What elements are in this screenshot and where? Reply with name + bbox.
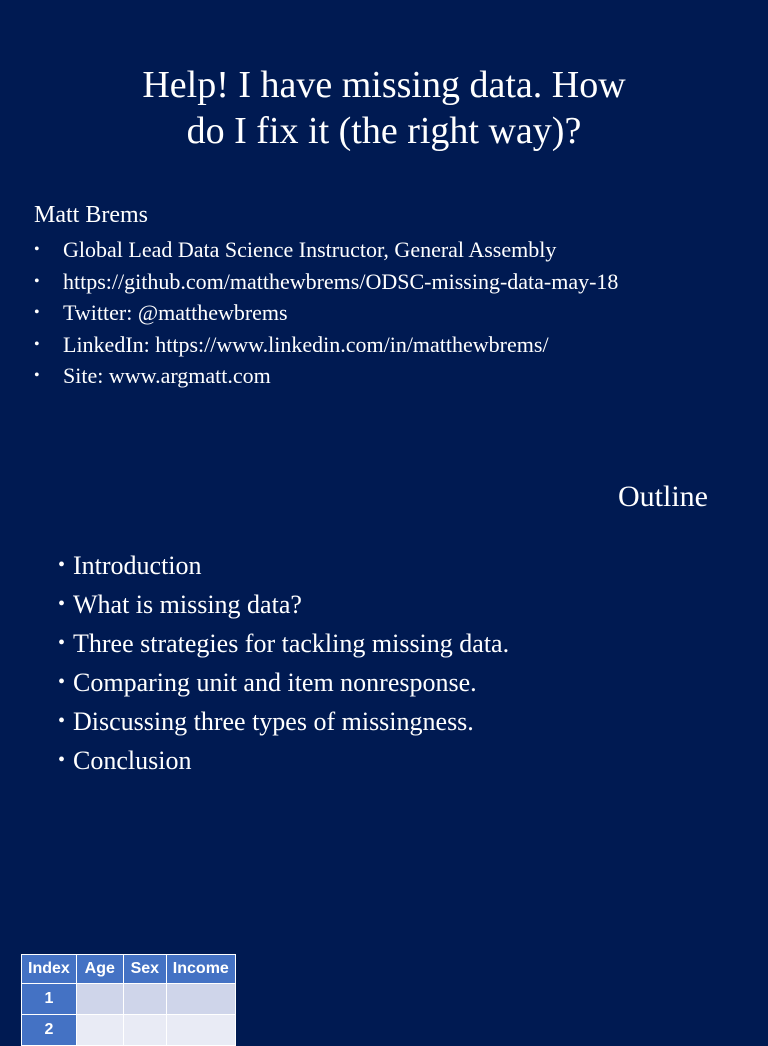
- table-cell-index: 2: [22, 1015, 77, 1046]
- table-header-index: Index: [22, 955, 77, 984]
- outline-title: Outline: [618, 480, 708, 513]
- outline-item-label: Discussing three types of missingness.: [73, 707, 474, 736]
- bullet-icon: •: [58, 593, 66, 615]
- table-cell-income: [166, 1015, 235, 1046]
- author-detail-item: [34, 297, 618, 329]
- outline-item-label: Comparing unit and item nonresponse.: [73, 668, 477, 697]
- bullet-icon: •: [58, 554, 66, 576]
- table-cell-sex: [123, 1015, 166, 1046]
- bullet-icon: •: [58, 632, 66, 654]
- outline-item: [58, 585, 509, 624]
- slide-title-line-1: Help! I have missing data. How: [142, 64, 626, 106]
- outline-item: [58, 624, 509, 663]
- author-detail-site: Site: www.argmatt.com: [63, 363, 271, 388]
- author-detail-role: Global Lead Data Science Instructor, General Assembly: [63, 237, 557, 262]
- author-detail-github: https://github.com/matthewbrems/ODSC-missing-data-may-18: [63, 268, 619, 294]
- author-detail-item: [34, 266, 618, 298]
- table-cell-sex: [123, 984, 166, 1015]
- outline-item-label: Introduction: [73, 551, 202, 580]
- outline-item-label: Conclusion: [73, 746, 192, 775]
- bullet-icon: •: [34, 335, 40, 353]
- table-row: [22, 984, 236, 1015]
- author-detail-item: [34, 234, 618, 266]
- bullet-icon: •: [34, 304, 40, 321]
- author-detail-twitter: Twitter: @matthewbrems: [63, 300, 288, 325]
- table-cell-income: [166, 984, 235, 1015]
- table-header-income: Income: [166, 955, 235, 984]
- outline-item-label: What is missing data?: [73, 590, 302, 619]
- bullet-icon: •: [58, 749, 66, 771]
- table-header-row: [22, 955, 236, 984]
- author-details-list: [34, 234, 618, 392]
- outline-item-label: Three strategies for tackling missing data.: [73, 629, 510, 658]
- table-cell-index: 1: [22, 984, 77, 1015]
- author-name: Matt Brems: [34, 202, 148, 228]
- bullet-icon: •: [58, 710, 66, 732]
- author-detail-linkedin: LinkedIn: https://www.linkedin.com/in/matthewbrems/: [63, 331, 549, 357]
- bullet-icon: •: [34, 241, 40, 258]
- table-cell-age: [76, 984, 123, 1015]
- outline-item: [58, 702, 509, 741]
- outline-list: [58, 546, 509, 780]
- bullet-icon: •: [34, 272, 40, 290]
- outline-item: [58, 546, 509, 585]
- slide-title: [0, 62, 768, 154]
- example-data-table: [21, 954, 236, 1046]
- table-row: [22, 1015, 236, 1046]
- bullet-icon: •: [58, 671, 66, 693]
- bullet-icon: •: [34, 367, 40, 384]
- outline-item: [58, 741, 509, 780]
- outline-item: [58, 663, 509, 702]
- table-header-age: Age: [76, 955, 123, 984]
- author-detail-item: [34, 360, 618, 392]
- table-cell-age: [76, 1015, 123, 1046]
- table-header-sex: Sex: [123, 955, 166, 984]
- slide-title-line-2: do I fix it (the right way)?: [186, 110, 582, 152]
- author-detail-item: [34, 329, 618, 361]
